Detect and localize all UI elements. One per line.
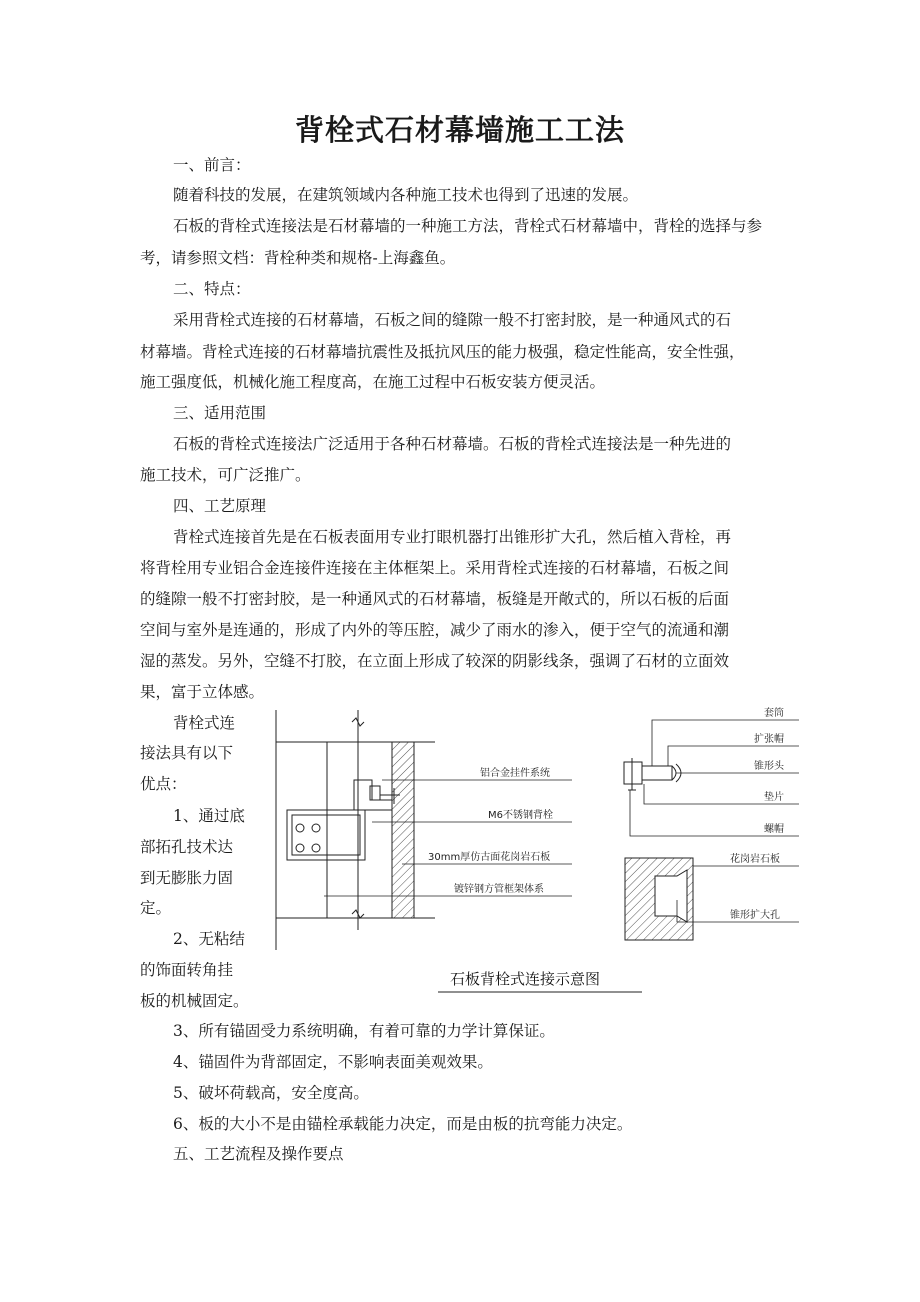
- steel-tube-frame: [287, 810, 365, 860]
- paragraph-line: 将背栓用专业铝合金连接件连接在主体框架上。采用背栓式连接的石材幕墙，石板之间: [140, 559, 730, 577]
- paragraph-line: 随着科技的发展，在建筑领域内各种施工技术也得到了迅速的发展。: [173, 186, 639, 204]
- paragraph-line: 材幕墙。背栓式连接的石材幕墙抗震性及抵抗风压的能力极强，稳定性能高，安全性强，: [140, 343, 745, 361]
- paragraph-line: 湿的蒸发。另外，空缝不打胶，在立面上形成了较深的阴影线条，强调了石材的立面效: [140, 652, 730, 670]
- paragraph-line: 接法具有以下: [140, 744, 234, 762]
- paragraph-line: 石板的背栓式连接法是石材幕墙的一种施工方法，背栓式石材幕墙中，背栓的选择与参: [173, 217, 763, 235]
- list-item: 3、所有锚固受力系统明确，有着可靠的力学计算保证。: [173, 1022, 555, 1040]
- paragraph-line: 空间与室外是连通的，形成了内外的等压腔，减少了雨水的渗入，便于空气的流通和潮: [140, 621, 730, 639]
- granite-slab-section: [392, 742, 414, 918]
- figure-caption: 石板背栓式连接示意图: [450, 970, 601, 988]
- paragraph-line: 背栓式连接首先是在石板表面用专业打眼机器打出锥形扩大孔，然后植入背栓，再: [173, 528, 732, 546]
- connection-diagram: [272, 700, 812, 1000]
- list-item-line: 部拓孔技术达: [140, 838, 234, 856]
- label-aluminum: 铝合金挂件系统: [480, 768, 550, 779]
- label-bolt: M6不锈钢背栓: [488, 810, 553, 821]
- label-expansion-cap: 扩张帽: [754, 734, 784, 745]
- section-heading: 三、适用范围: [173, 404, 267, 422]
- paragraph-line: 背栓式连: [173, 714, 236, 732]
- paragraph-line: 的缝隙一般不打密封胶，是一种通风式的石材幕墙，板缝是开敞式的，所以石板的后面: [140, 590, 730, 608]
- label-sleeve: 套筒: [764, 708, 784, 719]
- list-item: 1、通过底: [173, 807, 245, 825]
- hole-detail: [625, 858, 693, 940]
- paragraph-line: 考，请参照文档：背栓种类和规格-上海鑫鱼。: [140, 249, 456, 267]
- list-item-line: 到无膨胀力固: [140, 869, 234, 887]
- list-item: 4、锚固件为背部固定，不影响表面美观效果。: [173, 1053, 493, 1071]
- section-heading: 五、工艺流程及操作要点: [173, 1145, 344, 1163]
- paragraph-line: 石板的背栓式连接法广泛适用于各种石材幕墙。石板的背栓式连接法是一种先进的: [173, 435, 732, 453]
- section-heading: 四、工艺原理: [173, 497, 267, 515]
- list-item: 2、无粘结: [173, 930, 245, 948]
- label-washer: 垫片: [764, 792, 784, 803]
- section-heading: 二、特点：: [173, 280, 251, 298]
- paragraph-line: 采用背栓式连接的石材幕墙，石板之间的缝隙一般不打密封胶，是一种通风式的石: [173, 311, 732, 329]
- list-item-line: 板的机械固定。: [140, 992, 249, 1010]
- label-nut: 螺帽: [764, 824, 784, 835]
- list-item-line: 定。: [140, 899, 172, 917]
- paragraph-line: 优点：: [140, 775, 187, 793]
- paragraph-line: 施工技术，可广泛推广。: [140, 466, 311, 484]
- label-cone-hole: 锥形扩大孔: [730, 910, 780, 921]
- list-item: 5、破坏荷载高，安全度高。: [173, 1084, 369, 1102]
- label-frame: 镀锌钢方管框架体系: [454, 884, 544, 895]
- label-cone-head: 锥形头: [754, 761, 784, 772]
- label-granite: 花岗岩石板: [730, 854, 780, 865]
- page-title: 背栓式石材幕墙施工工法: [294, 113, 625, 147]
- bolt-detail: [624, 758, 681, 790]
- label-slab: 30mm厚仿古面花岗岩石板: [428, 852, 551, 863]
- list-item-line: 的饰面转角挂: [140, 961, 234, 979]
- paragraph-line: 果，富于立体感。: [140, 683, 265, 701]
- list-item: 6、板的大小不是由锚栓承载能力决定，而是由板的抗弯能力决定。: [173, 1115, 633, 1133]
- paragraph-line: 施工强度低，机械化施工程度高，在施工过程中石板安装方便灵活。: [140, 373, 606, 391]
- section-drawing: [276, 710, 435, 950]
- section-heading: 一、前言：: [173, 156, 251, 174]
